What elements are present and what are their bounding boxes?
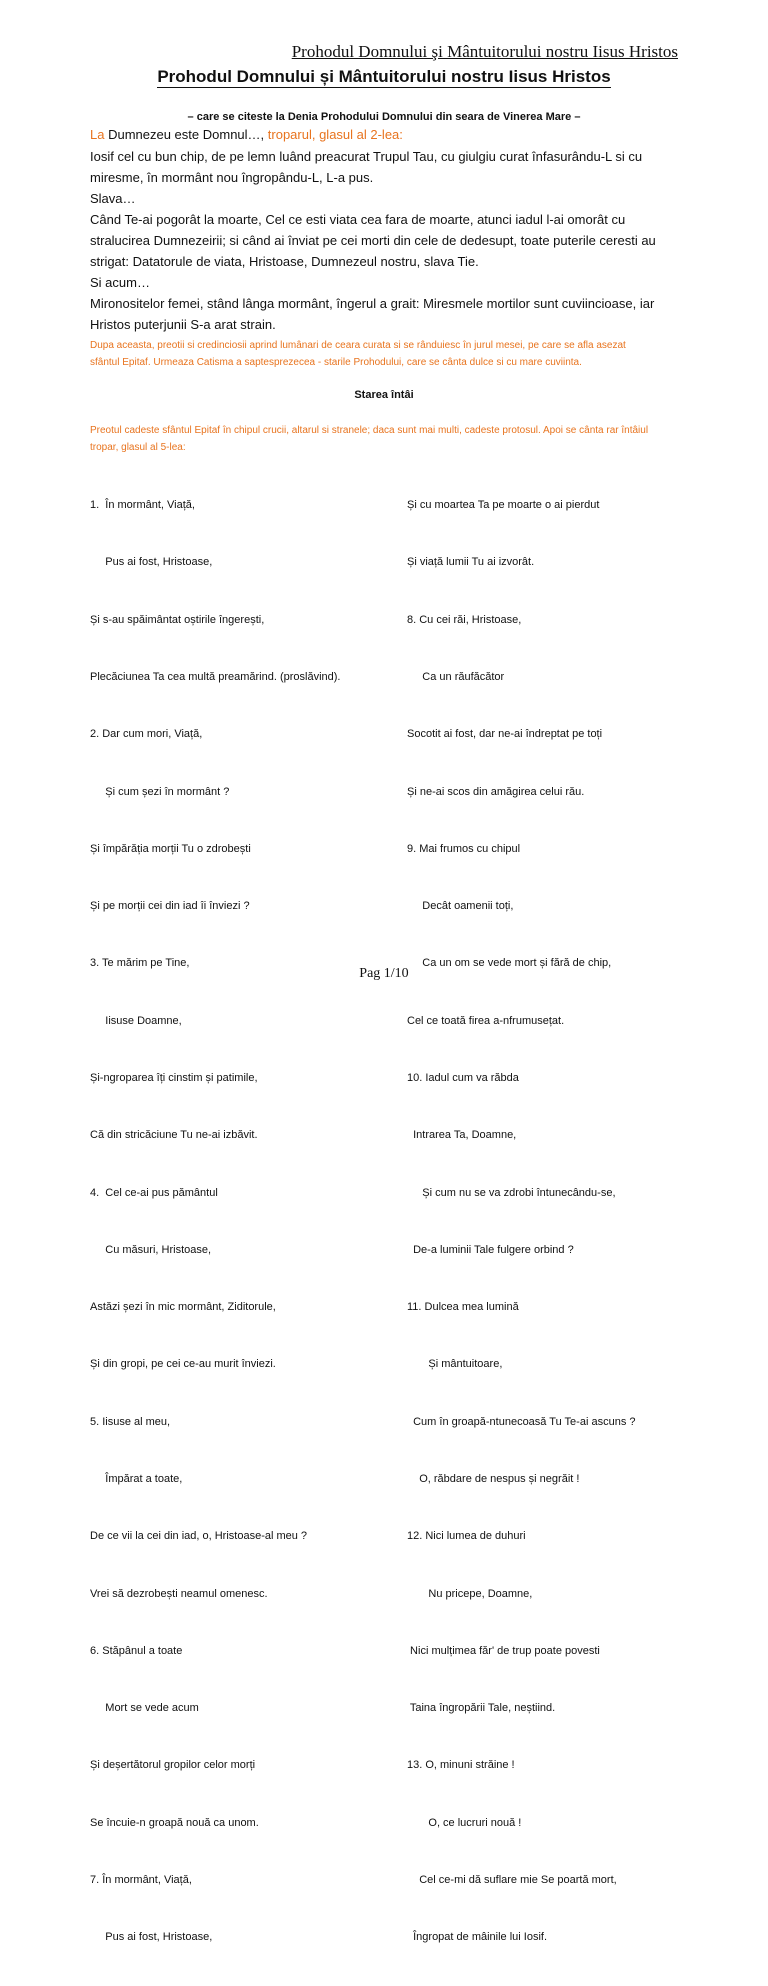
verse-line: Și mântuitoare, — [407, 1358, 503, 1371]
intro-dumnezeu: Dumnezeu este Domnul…, — [104, 127, 265, 142]
verse-line: Nu pricepe, Doamne, — [407, 1587, 533, 1600]
verse-line: De-a luminii Tale fulgere orbind ? — [407, 1243, 574, 1256]
verse-line: Cu măsuri, Hristoase, — [90, 1243, 212, 1256]
verse-line: Îngropat de mâinile lui Iosif. — [407, 1931, 548, 1944]
verse-line: 8. Cu cei răi, Hristoase, — [407, 613, 522, 626]
verse-line: Împărat a toate, — [90, 1472, 183, 1485]
verse-line: Plecăciunea Ta cea multă preamărind. (proslăvind). — [90, 671, 341, 684]
paragraph-line: Slava… — [90, 191, 136, 206]
rubric-line: tropar, glasul al 5-lea: — [90, 442, 186, 453]
verse-line: Și-ngroparea îți cinstim și patimile, — [90, 1072, 258, 1084]
page-number: Pag 1/10 — [359, 966, 409, 981]
paragraph-line: Când Te-ai pogorât la moarte, Cel ce esti viata cea fara de moarte, atunci iadul l-ai omorât cu — [90, 212, 626, 227]
verse-line: Și deșertătorul gropilor celor morți — [90, 1759, 256, 1772]
verse-line: 9. Mai frumos cu chipul — [407, 842, 521, 855]
verse-line: Ca un răufăcător — [407, 671, 505, 684]
verse-line: Și cu moartea Ta pe moarte o ai pierdut — [407, 499, 600, 512]
verses-left-column — [90, 458, 410, 1986]
paragraph-line: Mironositelor femei, stând lânga mormânt, îngerul a grait: Miresmele mortilor sunt cuviincioase, iar — [90, 296, 655, 311]
verse-line: De ce vii la cei din iad, o, Hristoase-al meu ? — [90, 1530, 308, 1543]
verse-line: Intrarea Ta, Doamne, — [407, 1129, 517, 1142]
verse-line: Și viață lumii Tu ai izvorât. — [407, 556, 535, 569]
verse-line: Și cum nu se va zdrobi întunecându-se, — [407, 1186, 616, 1199]
paragraph-line: Iosif cel cu bun chip, de pe lemn luând preacurat Trupul Tau, cu giulgiu curat înfasurându-L si cu — [90, 149, 643, 164]
verse-line: 11. Dulcea mea lumină — [407, 1301, 519, 1314]
verse-line: Nici mulțimea făr' de trup poate povesti — [407, 1644, 600, 1657]
verse-line: Pus ai fost, Hristoase, — [90, 556, 213, 569]
verse-line: 12. Nici lumea de duhuri — [407, 1530, 526, 1543]
document-title-text: Prohodul Domnului și Mântuitorului nostru Iisus Hristos — [157, 67, 611, 86]
verse-line: Ca un om se vede mort și fără de chip, — [407, 957, 612, 970]
verse-line: Cel ce toată firea a-nfrumusețat. — [407, 1014, 565, 1027]
running-header: Prohodul Domnului şi Mântuitorului nostru Iisus Hristos — [291, 42, 678, 61]
verse-line: 3. Te mărim pe Tine, — [90, 957, 190, 970]
subtitle: – care se citeste la Denia Prohodului Domnului din seara de Vinerea Mare – — [187, 111, 581, 123]
verse-line: Că din stricăciune Tu ne-ai izbăvit. — [90, 1129, 258, 1142]
verse-line: 7. În mormânt, Viață, — [90, 1873, 192, 1886]
verse-line: 6. Stăpânul a toate — [90, 1644, 183, 1657]
verse-line: 5. Iisuse al meu, — [90, 1415, 171, 1428]
paragraph-line: Hristos puterjunii S-a arat strain. — [90, 317, 276, 332]
rubric-line: sfântul Epitaf. Urmeaza Catisma a saptesprezecea - starile Prohodului, care se cânta dulce si cu mare cuviinta. — [90, 357, 582, 368]
verse-line: 13. O, minuni străine ! — [407, 1759, 515, 1772]
verse-line: Socotit ai fost, dar ne-ai îndreptat pe toți — [407, 728, 603, 741]
rubric-censing — [90, 422, 690, 456]
intro-line — [90, 126, 690, 143]
verse-line: Și împărăția morții Tu o zdrobești — [90, 842, 251, 855]
verses-right-column — [407, 458, 727, 1986]
verse-line: 1. În mormânt, Viață, — [90, 499, 195, 512]
intro-la: La — [90, 127, 105, 142]
paragraph-line: stralucirea Dumnezeirii; si când ai înviat pe cei morti din cele de dedesupt, toate puterile ceresti au — [90, 233, 656, 248]
verse-line: Și din gropi, pe cei ce-au murit înviezi. — [90, 1358, 276, 1371]
verse-line: Și cum șezi în mormânt ? — [90, 785, 230, 798]
verse-line: Cum în groapă-ntunecoasă Tu Te-ai ascuns ? — [407, 1415, 636, 1428]
verse-line: Decât oamenii toți, — [407, 900, 514, 913]
verse-line: Taina îngropării Tale, neștiind. — [407, 1702, 556, 1715]
verse-line: 2. Dar cum mori, Viață, — [90, 728, 203, 741]
verse-line: Iisuse Doamne, — [90, 1014, 182, 1027]
paragraph-line: miresme, în mormânt nou îngropându-L, L-a pus. — [90, 170, 374, 185]
section-heading: Starea întâi — [354, 389, 414, 401]
verse-line: O, ce lucruri nouă ! — [407, 1816, 522, 1829]
rubric-line: Dupa aceasta, preotii si credinciosii aprind lumânari de ceara curata si se rânduiesc în jurul mesei, pe care se afla asezat — [90, 340, 626, 351]
verse-line: Și s-au spăimântat oștirile îngerești, — [90, 613, 265, 626]
document-title — [0, 67, 768, 87]
verse-line: Se încuie-n groapă nouă ca unom. — [90, 1816, 259, 1829]
verse-line: 10. Iadul cum va răbda — [407, 1072, 519, 1084]
verse-line: Mort se vede acum — [90, 1702, 199, 1715]
verse-line: Cel ce-mi dă suflare mie Se poartă mort, — [407, 1873, 617, 1886]
verse-line: Și ne-ai scos din amăgirea celui rău. — [407, 785, 585, 798]
intro-tropar: troparul, glasul al 2-lea: — [264, 127, 403, 142]
rubric-line: Preotul cadeste sfântul Epitaf în chipul crucii, altarul si stranele; daca sunt mai multi, cadeste protosul. Apoi se cânta rar întâiul — [90, 425, 649, 436]
verse-line: Pus ai fost, Hristoase, — [90, 1931, 213, 1944]
paragraph-line: strigat: Datatorule de viata, Hristoase, Dumnezeul nostru, slava Tie. — [90, 254, 479, 269]
rubric-candles — [90, 337, 690, 371]
verse-line: Și pe morții cei din iad îi înviezi ? — [90, 900, 250, 913]
verse-line: O, răbdare de nespus și negrăit ! — [407, 1472, 580, 1485]
verse-line: Astăzi șezi în mic mormânt, Ziditorule, — [90, 1301, 276, 1314]
paragraph-line: Si acum… — [90, 275, 150, 290]
paragraph-block — [90, 146, 690, 335]
verse-line: Vrei să dezrobești neamul omenesc. — [90, 1587, 268, 1600]
verse-line: 4. Cel ce-ai pus pământul — [90, 1186, 218, 1199]
